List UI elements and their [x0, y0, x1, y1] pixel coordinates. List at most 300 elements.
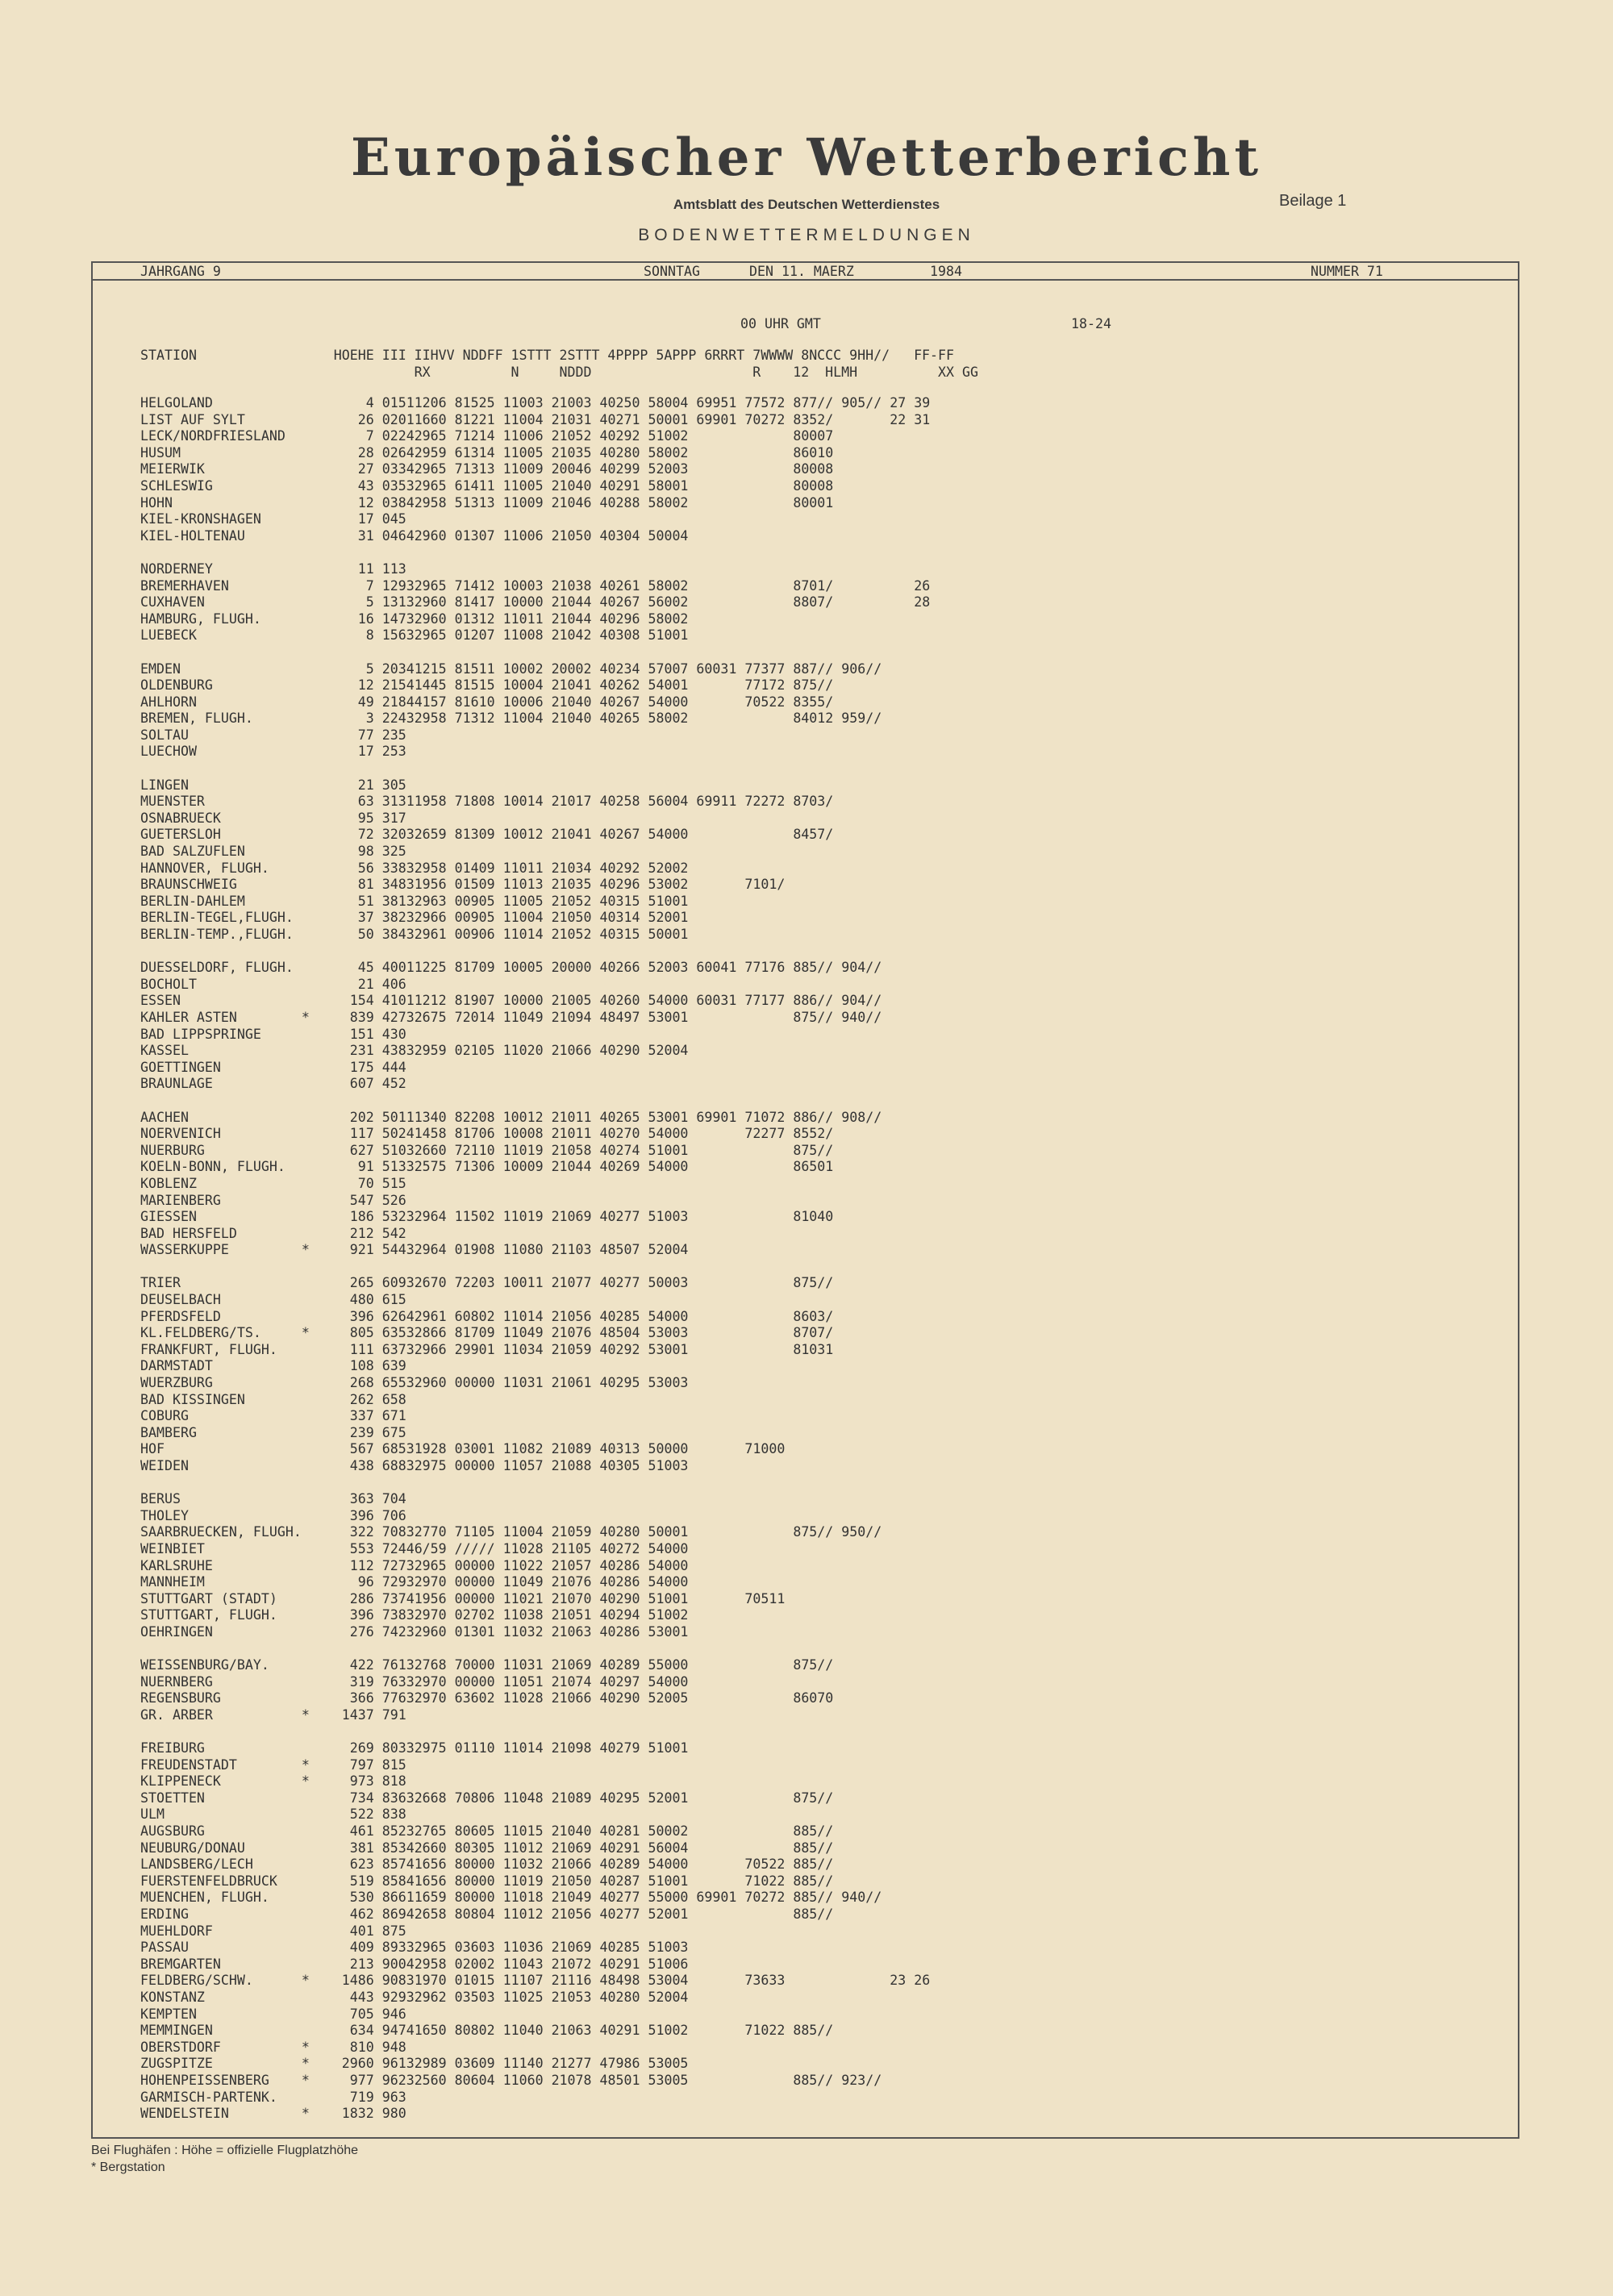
group-6rrrt — [696, 1076, 744, 1091]
station-name: GR. ARBER — [140, 1706, 302, 1723]
station-index: 026 — [373, 444, 406, 460]
group-6rrrt — [696, 677, 744, 693]
group-8nccc: 885// — [793, 1906, 842, 1923]
group-9hh — [841, 627, 890, 643]
station-index: 046 — [373, 527, 406, 544]
group-8nccc: 885// — [793, 2072, 842, 2088]
group-9hh — [841, 1624, 890, 1640]
group-9hh — [841, 2040, 890, 2055]
group-6rrrt — [696, 1906, 744, 1922]
group-1sttt — [503, 1707, 552, 1723]
station-row — [140, 1657, 946, 1674]
group-4pppp: 40290 — [599, 1690, 648, 1706]
group-7wwww — [744, 1607, 793, 1623]
nddff-group — [455, 561, 503, 577]
iihvv-group: 32668 — [406, 1790, 455, 1806]
iihvv-group: 32970 — [406, 1673, 455, 1690]
nddff-group: 00000 — [454, 1557, 503, 1573]
group-7wwww: 70272 — [744, 1890, 794, 1906]
group-8nccc: 86070 — [793, 1690, 842, 1706]
group-1sttt: 11019 — [502, 1142, 552, 1158]
group-6rrrt — [696, 777, 744, 793]
mountain-marker — [302, 1674, 334, 1690]
group-7wwww — [744, 511, 793, 527]
group-6rrrt: 60031 — [696, 660, 745, 677]
group-1sttt: 10012 — [502, 1109, 552, 1125]
group-6rrrt — [696, 710, 744, 726]
group-9hh — [841, 1375, 890, 1390]
group-8nccc — [793, 561, 841, 577]
group-6rrrt — [696, 1856, 744, 1872]
group-9hh — [841, 1840, 890, 1856]
station-row — [140, 1790, 946, 1807]
group-2sttt — [552, 2090, 600, 2105]
station-height: 921 — [333, 1242, 374, 1258]
iihvv-group — [406, 1508, 455, 1523]
station-index: 737 — [373, 1590, 406, 1606]
gust-ff — [890, 1458, 946, 1473]
iihvv-group — [406, 511, 455, 527]
station-name: HOF — [140, 1441, 302, 1457]
station-name: BERLIN-TEMP.,FLUGH. — [140, 927, 302, 942]
station-height: 212 — [333, 1225, 374, 1241]
gust-ff — [890, 744, 946, 759]
nddff-group: 70806 — [454, 1790, 503, 1806]
group-8nccc — [793, 1591, 841, 1606]
station-row — [140, 894, 946, 910]
group-4pppp: 40295 — [599, 1790, 648, 1806]
station-index: 688 — [373, 1458, 406, 1473]
mountain-marker — [302, 860, 334, 876]
station-row — [140, 694, 946, 711]
group-9hh — [841, 1392, 890, 1407]
group-4pppp: 40295 — [599, 1375, 648, 1391]
group-9hh: 940// — [841, 1009, 890, 1025]
station-name: KIEL-HOLTENAU — [140, 527, 302, 544]
group-5appp: 51003 — [648, 1940, 697, 1956]
group-5appp: 54000 — [648, 1856, 697, 1873]
group-6rrrt — [696, 1242, 744, 1257]
station-height: 337 — [333, 1408, 374, 1424]
group-8nccc: 80001 — [793, 494, 842, 510]
iihvv-group — [406, 1425, 455, 1440]
group-9hh — [841, 794, 890, 809]
gust-ff — [890, 1890, 946, 1905]
group-2sttt — [552, 727, 600, 743]
group-7wwww — [744, 1292, 793, 1307]
station-row — [140, 710, 946, 727]
station-name: MUENSTER — [140, 794, 302, 810]
station-height: 7 — [333, 428, 374, 444]
mountain-marker — [302, 977, 334, 992]
iihvv-group: 42658 — [406, 1906, 455, 1923]
group-5appp: 53003 — [648, 1375, 697, 1391]
station-index: 763 — [373, 1673, 406, 1690]
mountain-marker: * — [301, 1242, 334, 1258]
iihvv-group: 42965 — [406, 461, 455, 477]
group-8nccc — [793, 877, 841, 892]
group-7wwww — [744, 1956, 793, 1972]
group-6rrrt — [696, 445, 744, 460]
group-5appp: 54000 — [648, 694, 697, 710]
station-name: DUESSELDORF, FLUGH. — [140, 960, 302, 976]
group-7wwww — [744, 1923, 793, 1939]
station-row — [140, 1309, 946, 1326]
nddff-group: 80305 — [454, 1840, 503, 1856]
group-1sttt: 11049 — [502, 1009, 552, 1025]
mountain-marker — [302, 1890, 334, 1905]
station-height: 567 — [333, 1441, 374, 1457]
group-8nccc: 885// — [793, 1890, 842, 1906]
iihvv-group: 11206 — [406, 395, 455, 410]
station-height: 81 — [333, 877, 374, 893]
iihvv-group: 32970 — [406, 1574, 455, 1590]
mountain-marker — [302, 1392, 334, 1407]
station-row — [140, 1325, 946, 1342]
gust-ff — [890, 1657, 946, 1673]
weekday-label: SONNTAG — [644, 264, 700, 279]
period-label: 18-24 — [1071, 316, 1111, 331]
group-5appp: 50001 — [648, 411, 697, 427]
group-4pppp: 40265 — [599, 710, 648, 727]
iihvv-group: 32959 — [406, 1043, 455, 1059]
station-row — [140, 1458, 946, 1475]
group-6rrrt — [696, 1740, 744, 1756]
station-table — [140, 395, 946, 2123]
mountain-marker — [302, 1441, 334, 1456]
nddff-group — [455, 1226, 503, 1241]
group-6rrrt — [696, 511, 744, 527]
group-2sttt: 21078 — [551, 2072, 600, 2088]
group-5appp: 56004 — [648, 794, 697, 810]
group-9hh — [841, 1491, 890, 1506]
gust-ff — [890, 1375, 946, 1390]
gust-ff — [890, 1790, 946, 1806]
station-name: KOELN-BONN, FLUGH. — [140, 1159, 302, 1175]
station-height: 438 — [333, 1458, 374, 1473]
group-2sttt: 21061 — [551, 1375, 600, 1391]
gust-ff — [890, 1143, 946, 1158]
group-8nccc: 81031 — [793, 1341, 842, 1357]
group-2sttt: 21040 — [551, 710, 600, 727]
group-1sttt: 11020 — [502, 1043, 552, 1059]
nddff-group: 80604 — [454, 2072, 503, 2088]
station-index: 035 — [373, 477, 406, 494]
group-8nccc — [793, 1076, 841, 1091]
iihvv-group: 32670 — [406, 1275, 455, 1291]
mountain-marker — [302, 694, 334, 710]
group-1sttt: 11005 — [502, 477, 552, 494]
iihvv-group: 11659 — [406, 1890, 455, 1906]
group-4pppp: 40291 — [599, 1956, 648, 1972]
station-index: 900 — [373, 1956, 406, 1972]
group-1sttt: 11028 — [502, 1690, 552, 1706]
station-height: 21 — [333, 777, 374, 793]
group-9hh — [841, 1773, 890, 1789]
group-5appp: 54000 — [648, 1159, 697, 1175]
mountain-marker — [302, 561, 334, 577]
group-7wwww — [744, 844, 793, 859]
group-8nccc — [793, 528, 841, 544]
group-5appp: 50003 — [648, 1275, 697, 1291]
nddff-group: 63602 — [454, 1690, 503, 1706]
group-1sttt — [503, 977, 552, 992]
group-8nccc — [793, 1027, 841, 1042]
station-height: 461 — [333, 1823, 374, 1840]
station-name: BERUS — [140, 1491, 302, 1507]
station-height: 734 — [333, 1790, 374, 1806]
nddff-group: 81525 — [454, 395, 503, 410]
mountain-marker — [302, 877, 334, 892]
group-6rrrt — [696, 1690, 744, 1706]
station-row — [140, 627, 946, 644]
gust-ff — [890, 2006, 946, 2022]
group-8nccc: 877// — [793, 395, 842, 410]
group-7wwww — [744, 827, 793, 842]
group-1sttt: 11003 — [502, 395, 552, 410]
nddff-group — [455, 727, 503, 743]
group-5appp: 53005 — [648, 2056, 697, 2072]
nddff-group — [455, 1773, 503, 1789]
group-8nccc — [793, 1773, 841, 1789]
gust-ff — [890, 1624, 946, 1640]
station-name: FREUDENSTADT — [140, 1756, 302, 1773]
group-1sttt: 11140 — [502, 2056, 552, 2072]
mountain-marker — [302, 1923, 334, 1939]
group-2sttt: 21058 — [551, 1142, 600, 1158]
group-1sttt: 11004 — [502, 411, 552, 427]
group-7wwww — [744, 910, 793, 925]
station-height: 12 — [333, 677, 374, 694]
group-1sttt: 11019 — [502, 1209, 552, 1225]
group-4pppp: 40292 — [599, 1341, 648, 1357]
group-5appp — [648, 2106, 696, 2121]
group-8nccc — [793, 844, 841, 859]
group-6rrrt — [696, 977, 744, 992]
station-row — [140, 1508, 946, 1525]
group-4pppp: 40267 — [599, 694, 648, 710]
group-2sttt: 21066 — [551, 1690, 600, 1706]
mountain-marker — [302, 794, 334, 809]
mountain-marker — [302, 1856, 334, 1872]
group-2sttt: 21038 — [551, 577, 600, 594]
group-4pppp: 40270 — [599, 1126, 648, 1142]
group-1sttt — [503, 1773, 552, 1789]
group-9hh — [841, 2023, 890, 2038]
mountain-marker — [302, 1176, 334, 1191]
iihvv-group: 32963 — [406, 893, 455, 909]
group-6rrrt — [696, 1574, 744, 1590]
group-7wwww — [744, 1010, 793, 1025]
nddff-group: 60802 — [454, 1308, 503, 1324]
group-7wwww — [744, 1508, 793, 1523]
nddff-group — [455, 1076, 503, 1091]
mountain-marker: * — [301, 1009, 334, 1025]
group-2sttt: 21056 — [551, 1906, 600, 1923]
station-index: 542 — [373, 1225, 406, 1241]
group-4pppp: 40261 — [599, 577, 648, 594]
group-5appp — [648, 1425, 696, 1440]
group-8nccc — [793, 1574, 841, 1590]
group-1sttt — [503, 1292, 552, 1307]
group-6rrrt — [696, 1956, 744, 1972]
station-row — [140, 1425, 946, 1442]
group-1sttt: 11014 — [502, 1308, 552, 1324]
nddff-group: 81309 — [454, 827, 503, 843]
nddff-group: 61314 — [454, 444, 503, 460]
group-1sttt: 10014 — [502, 794, 552, 810]
gust-ff — [890, 1043, 946, 1058]
nddff-group: 71313 — [454, 461, 503, 477]
station-row — [140, 1159, 946, 1176]
group-6rrrt — [696, 1757, 744, 1773]
group-6rrrt: 60031 — [696, 993, 745, 1009]
group-5appp — [648, 1292, 696, 1307]
group-7wwww — [744, 461, 793, 477]
group-9hh — [841, 1060, 890, 1075]
gust-ff — [890, 710, 946, 726]
group-1sttt — [503, 1076, 552, 1091]
group-7wwww — [744, 1408, 793, 1423]
group-4pppp: 40294 — [599, 1607, 648, 1623]
gust-ff — [890, 1873, 946, 1889]
group-4pppp: 40281 — [599, 1823, 648, 1840]
station-row — [140, 561, 946, 578]
group-7wwww: 77572 — [744, 395, 794, 410]
gust-ff — [890, 794, 946, 809]
group-2sttt — [552, 1358, 600, 1373]
station-height: 286 — [333, 1590, 374, 1606]
group-7wwww: 77377 — [744, 660, 794, 677]
gust-ff — [890, 1856, 946, 1872]
group-6rrrt — [696, 727, 744, 743]
mountain-marker — [302, 1342, 334, 1357]
column-header-row-2: RX N NDDD R 12 HLMH XX GG — [140, 365, 978, 380]
gust-ff — [890, 694, 946, 710]
iihvv-group: 42958 — [406, 1956, 455, 1972]
group-2sttt — [552, 1923, 600, 1939]
group-5appp: 52003 — [648, 461, 697, 477]
group-1sttt: 11043 — [502, 1956, 552, 1972]
group-4pppp: 40277 — [599, 1209, 648, 1225]
iihvv-group: 32970 — [406, 1607, 455, 1623]
group-1sttt — [503, 1027, 552, 1042]
group-7wwww — [744, 710, 793, 726]
group-5appp — [648, 977, 696, 992]
group-6rrrt — [696, 1425, 744, 1440]
group-2sttt — [552, 1773, 600, 1789]
station-index: 727 — [373, 1557, 406, 1573]
group-2sttt: 21044 — [551, 594, 600, 610]
nddff-group: 81709 — [454, 1325, 503, 1341]
station-index: 320 — [373, 827, 406, 843]
station-height: 3 — [333, 710, 374, 727]
group-2sttt: 21034 — [551, 860, 600, 876]
gust-ff — [890, 2040, 946, 2055]
group-5appp: 50002 — [648, 1823, 697, 1840]
station-name: BRAUNSCHWEIG — [140, 877, 302, 893]
gust-ff — [890, 495, 946, 510]
mountain-marker — [302, 1275, 334, 1290]
station-name: MUENCHEN, FLUGH. — [140, 1890, 302, 1906]
group-5appp — [648, 1193, 696, 1208]
group-6rrrt: 69951 — [696, 395, 745, 410]
iihvv-group: 41458 — [406, 1126, 455, 1142]
group-7wwww — [744, 1176, 793, 1191]
group-5appp: 55000 — [648, 1890, 697, 1906]
group-9hh — [841, 578, 890, 594]
group-1sttt: 11034 — [502, 1341, 552, 1357]
station-height: 11 — [333, 560, 374, 577]
group-2sttt: 21057 — [551, 1557, 600, 1573]
group-2sttt — [552, 1757, 600, 1773]
group-9hh — [841, 1591, 890, 1606]
group-5appp — [648, 1408, 696, 1423]
group-8nccc — [793, 1458, 841, 1473]
group-6rrrt — [696, 744, 744, 759]
group-6rrrt — [696, 1010, 744, 1025]
gust-ff — [890, 1508, 946, 1523]
iihvv-group: 32958 — [406, 860, 455, 876]
station-row — [140, 495, 946, 512]
gust-ff — [890, 1275, 946, 1290]
group-8nccc — [793, 860, 841, 876]
station-row — [140, 1060, 946, 1077]
station-height: 117 — [333, 1126, 374, 1142]
group-8nccc: 8701/ — [793, 577, 842, 594]
nddff-group: 81610 — [454, 694, 503, 710]
group-8nccc — [793, 1990, 841, 2005]
group-9hh — [841, 1940, 890, 1955]
group-1sttt — [503, 844, 552, 859]
group-6rrrt — [696, 894, 744, 909]
group-1sttt — [503, 777, 552, 793]
nddff-group — [455, 1392, 503, 1407]
nddff-group — [455, 1425, 503, 1440]
nddff-group — [455, 2040, 503, 2055]
group-4pppp — [600, 2106, 648, 2121]
station-height: 262 — [333, 1391, 374, 1407]
nddff-group: 81417 — [454, 594, 503, 610]
gust-ff — [890, 1126, 946, 1141]
station-index: 338 — [373, 860, 406, 876]
mountain-marker: * — [301, 1325, 334, 1341]
group-1sttt: 10012 — [502, 827, 552, 843]
group-6rrrt — [696, 910, 744, 925]
mountain-marker — [302, 511, 334, 527]
mountain-marker — [302, 1740, 334, 1756]
mountain-marker — [302, 395, 334, 410]
station-name: HOHENPEISSENBERG — [140, 2072, 302, 2088]
station-row — [140, 910, 946, 927]
gust-ff — [890, 1524, 946, 1540]
group-4pppp: 40291 — [599, 1840, 648, 1856]
mountain-marker — [302, 1060, 334, 1075]
group-8nccc — [793, 1226, 841, 1241]
station-height: 112 — [333, 1557, 374, 1573]
group-5appp: 51001 — [648, 1590, 697, 1606]
station-height: 719 — [333, 2089, 374, 2105]
iihvv-group — [406, 1392, 455, 1407]
group-7wwww — [744, 1690, 793, 1706]
iihvv-group — [406, 1226, 455, 1241]
nddff-group: 80804 — [454, 1906, 503, 1923]
group-8nccc: 8352/ — [793, 411, 842, 427]
group-8nccc: 8707/ — [793, 1325, 842, 1341]
group-8nccc: 8603/ — [793, 1308, 842, 1324]
nddff-group — [455, 1193, 503, 1208]
iihvv-group: 32866 — [406, 1325, 455, 1341]
